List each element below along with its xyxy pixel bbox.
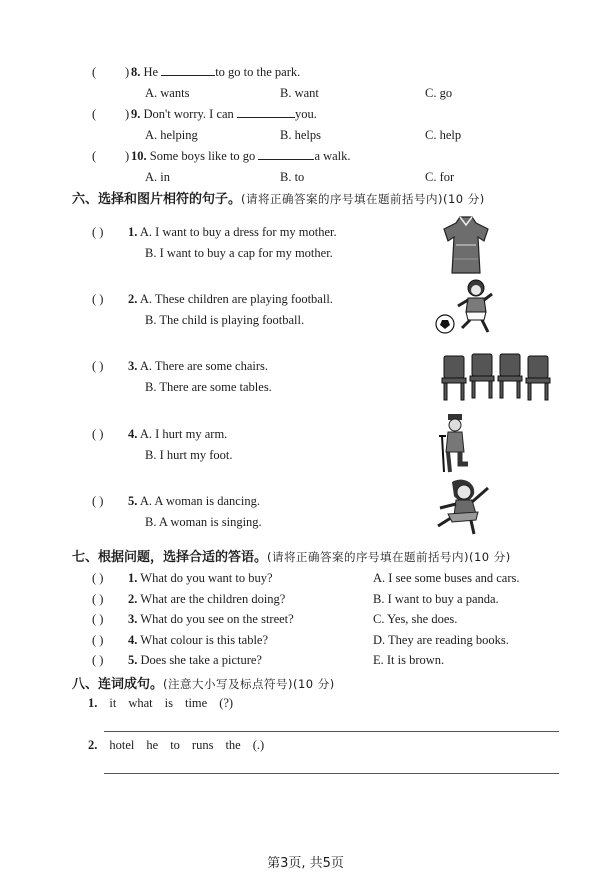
- question-text: What colour is this table?: [140, 632, 269, 647]
- option-a: A. A woman is dancing.: [139, 494, 260, 508]
- option-b: B. A woman is singing.: [145, 515, 262, 529]
- answer-paren[interactable]: ( ): [92, 612, 104, 626]
- dancing-woman-icon: [434, 478, 494, 538]
- answer-paren[interactable]: ( ): [92, 494, 104, 508]
- part6-item: [128, 493, 260, 509]
- question-number: 1.: [128, 571, 138, 585]
- question-number: 10.: [131, 149, 147, 163]
- answer-line[interactable]: [104, 731, 559, 732]
- question-number: 4.: [128, 427, 138, 441]
- scrambled-word: the: [225, 738, 241, 752]
- question-number: 4.: [128, 632, 138, 647]
- question-text-start: Don't worry. I can: [143, 107, 234, 121]
- part6-item: [128, 224, 337, 240]
- question-number: 2.: [128, 591, 138, 606]
- part8-item: [88, 695, 245, 711]
- part6-item: [128, 291, 333, 307]
- option-a: A. wants: [145, 86, 190, 100]
- question-number: 2.: [128, 292, 138, 306]
- question-text: What are the children doing?: [140, 591, 286, 606]
- part8-item: [88, 737, 276, 753]
- answer-paren[interactable]: ( ): [92, 571, 104, 585]
- option-b: B. to: [280, 170, 305, 184]
- option-b: B. I want to buy a cap for my mother.: [145, 246, 333, 260]
- part7-note: (请将正确答案的序号填在题前括号内)(10 分): [267, 550, 511, 564]
- scrambled-word: (?): [219, 696, 234, 710]
- question-number: 1.: [88, 696, 98, 710]
- answer-paren[interactable]: ( ): [92, 359, 104, 373]
- crutch-man-icon: [438, 412, 474, 474]
- dress-icon: [440, 215, 492, 277]
- answer-paren-close: ): [125, 65, 130, 79]
- answer-blank[interactable]: [161, 64, 215, 76]
- question-number: 3.: [128, 612, 138, 626]
- question-text: What do you see on the street?: [140, 612, 294, 626]
- answer-blank[interactable]: [258, 148, 314, 160]
- question-number: 8.: [131, 65, 141, 79]
- football-boy-icon: [432, 278, 494, 336]
- answer-paren[interactable]: ( ): [92, 427, 104, 441]
- question-number: 5.: [128, 653, 138, 667]
- option-a: A. in: [145, 170, 170, 184]
- option-a: A. These children are playing football.: [139, 292, 333, 306]
- part7-question: [128, 591, 285, 607]
- part6-item: [128, 426, 227, 442]
- question-q9: [131, 106, 317, 122]
- part7-question: [128, 652, 262, 668]
- part6-title: 六、选择和图片相符的句子。: [72, 192, 242, 207]
- scrambled-word: (.): [252, 738, 265, 752]
- part6-note: (请将正确答案的序号填在题前括号内)(10 分): [241, 192, 485, 206]
- scrambled-word: hotel: [109, 738, 135, 752]
- answer-paren-close: ): [125, 149, 130, 163]
- option-a: A. I want to buy a dress for my mother.: [139, 225, 337, 239]
- option-c: C. help: [425, 128, 462, 142]
- answer-choice: E. It is brown.: [373, 653, 445, 667]
- scrambled-word: to: [170, 738, 180, 752]
- option-a: A. I hurt my arm.: [139, 427, 228, 441]
- answer-paren[interactable]: ( ): [92, 591, 104, 606]
- answer-paren-close: ): [125, 107, 130, 121]
- part7-title: 七、根据问题，选择合适的答语。: [72, 550, 268, 565]
- answer-blank[interactable]: [237, 106, 295, 118]
- question-number: 9.: [131, 107, 141, 121]
- answer-line[interactable]: [104, 773, 559, 774]
- part7-question: [128, 632, 268, 648]
- scrambled-word: time: [184, 696, 208, 710]
- question-text-end: to go to the park.: [215, 65, 301, 79]
- option-a: A. There are some chairs.: [139, 359, 268, 373]
- scrambled-word: runs: [191, 738, 214, 752]
- question-number: 5.: [128, 494, 138, 508]
- chairs-icon: [440, 350, 556, 402]
- question-number: 3.: [128, 359, 138, 373]
- answer-choice: D. They are reading books.: [373, 632, 509, 647]
- option-b: B. want: [280, 86, 319, 100]
- scrambled-word: what: [128, 696, 153, 710]
- part7-question: [128, 611, 294, 627]
- part6-heading: [72, 190, 485, 209]
- answer-paren[interactable]: ( ): [92, 292, 104, 306]
- answer-paren-open: (: [92, 65, 97, 79]
- answer-paren[interactable]: ( ): [92, 632, 104, 647]
- answer-paren-open: (: [92, 149, 97, 163]
- question-text: What do you want to buy?: [140, 571, 273, 585]
- question-q8: [131, 64, 300, 80]
- question-number: 2.: [88, 738, 98, 752]
- answer-paren[interactable]: ( ): [92, 653, 104, 667]
- question-q10: [131, 148, 351, 164]
- part8-heading: [72, 675, 335, 694]
- part6-item: [128, 358, 268, 374]
- option-c: C. for: [425, 170, 455, 184]
- answer-choice: B. I want to buy a panda.: [373, 591, 499, 606]
- option-a: A. helping: [145, 128, 198, 142]
- question-text-start: He: [143, 65, 159, 79]
- option-b: B. The child is playing football.: [145, 313, 305, 327]
- part7-heading: [72, 548, 511, 567]
- option-b: B. I hurt my foot.: [145, 448, 233, 462]
- question-number: 1.: [128, 225, 138, 239]
- option-b: B. There are some tables.: [145, 380, 272, 394]
- answer-paren[interactable]: ( ): [92, 225, 104, 239]
- question-text-end: a walk.: [314, 149, 351, 163]
- answer-paren-open: (: [92, 107, 97, 121]
- scrambled-word: is: [164, 696, 173, 710]
- scrambled-word: he: [146, 738, 159, 752]
- answer-choice: A. I see some buses and cars.: [373, 571, 520, 585]
- scrambled-word: it: [109, 696, 117, 710]
- question-text-start: Some boys like to go: [149, 149, 256, 163]
- part8-note: (注意大小写及标点符号)(10 分): [163, 677, 335, 691]
- answer-choice: C. Yes, she does.: [373, 612, 458, 626]
- part8-title: 八、连词成句。: [72, 677, 164, 692]
- page-footer: 第3页, 共5页: [267, 856, 344, 871]
- part7-question: [128, 570, 273, 586]
- option-c: C. go: [425, 86, 453, 100]
- option-b: B. helps: [280, 128, 321, 142]
- question-text-end: you.: [294, 107, 317, 121]
- question-text: Does she take a picture?: [140, 653, 262, 667]
